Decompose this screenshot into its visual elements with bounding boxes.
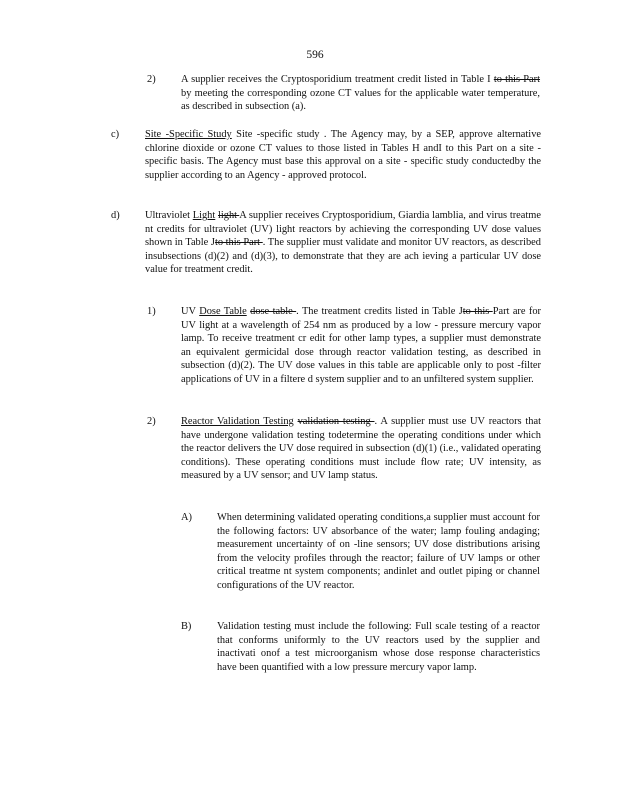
item-2-text-cont: by meeting the corresponding ozone CT values for the applicable water temperature, as described in subsection (a).: [181, 87, 540, 113]
item-2-label: 2): [147, 74, 156, 85]
item-2-paragraph: [181, 73, 540, 114]
section-c-paragraph: [145, 128, 541, 182]
item-d2-text: . A supplier must use UV reactors that have undergone validation testing todetermine the operating conditions under which the reactor delivers the UV dose required in subsection (d)(1) (i.e., validated operating conditions). These operating conditions must include flow rate; UV intensity, as measured by a UV sensor; and UV lamp status.: [181, 416, 541, 482]
section-c-heading: Site -Specific Study: [145, 129, 232, 140]
section-d-text-cont: A supplier receives Cryptosporidium, Giardia lamblia, and virus treatme nt credits for ultraviolet (UV) light reactors by achieving the corresponding UV dose values shown in Table J: [145, 210, 541, 249]
item-d1-deleted-text: dose table: [250, 306, 297, 317]
item-d2-deleted-text: validation testing: [297, 416, 375, 427]
section-d-text-end: . The supplier must validate and monitor UV reactors, as described insubsections (d)(2) and (d)(3), to demonstrate that they are ach ieving a particular UV dose value for treatment credit.: [145, 237, 541, 276]
item-2-deleted-text: to this Part: [493, 74, 541, 85]
section-c-label: c): [111, 129, 120, 140]
item-d1-paragraph: [181, 305, 541, 387]
item-d2-label: 2): [147, 416, 156, 427]
item-2-text: A supplier receives the Cryptosporidium treatment credit listed in Table I: [181, 74, 494, 85]
page-number: 596: [306, 49, 324, 61]
item-d2a-label: A): [181, 512, 192, 523]
item-d1-deleted-text-2: to this: [462, 306, 493, 317]
section-d-label: d): [111, 210, 120, 221]
section-d-deleted-text-2: to this Part: [214, 237, 263, 249]
item-d2b-label: B): [181, 621, 192, 632]
item-d2-paragraph: [181, 415, 541, 483]
item-d1-label: 1): [147, 306, 156, 317]
section-d-text: Ultraviolet: [145, 210, 193, 221]
item-d2-heading: Reactor Validation Testing: [181, 416, 294, 427]
item-d2a-paragraph: When determining validated operating conditions,a supplier must account for the following factors: UV absorbance of the water; lamp fouling andaging; measurement uncertainty of on -line sensors; UV dose distributions arising from the velocity profiles through the reactor; failure of UV lamps or other critical treatme nt system components; andinlet and outlet piping or channel configurations of the UV reactor.: [217, 512, 540, 591]
section-d-deleted-text: light: [218, 210, 240, 221]
item-d1-text: UV: [181, 306, 200, 317]
section-d-heading: Light: [192, 210, 216, 221]
section-c-text: Site -specific study . The Agency may, by a SEP, approve alternative chlorine dioxide or ozone CT values to those listed in Tables H andI to this Part on a site - specific basis. The Agency must base this approval on a site - specific study conductedby the supplier according to an Agency - approved protocol.: [145, 129, 541, 181]
item-d1-heading: Dose Table: [199, 306, 247, 317]
section-d-paragraph: [145, 209, 541, 277]
item-d1-text-cont: . The treatment credits listed in Table J: [296, 306, 463, 317]
item-d1-text-end: Part are for UV light at a wavelength of 254 nm as produced by a low - pressure mercury vapor lamp. To receive treatment cr edit for other lamp types, a supplier must demonstrate an equivalent germicidal dose through reactor validation testing, as described in subsection (d)(2). The UV dose values in this table are applicable only to post -filter applications of UV in a filtere d system supplier and to an unfiltered system supplier.: [181, 306, 542, 385]
item-d2b-paragraph: Validation testing must include the following: Full scale testing of a reactor that conforms uniformly to the UV reactors used by the supplier and inactivati onof a test microorganism whose dose response characteristics have been quantified with a low pressure mercury vapor lamp.: [217, 621, 540, 673]
